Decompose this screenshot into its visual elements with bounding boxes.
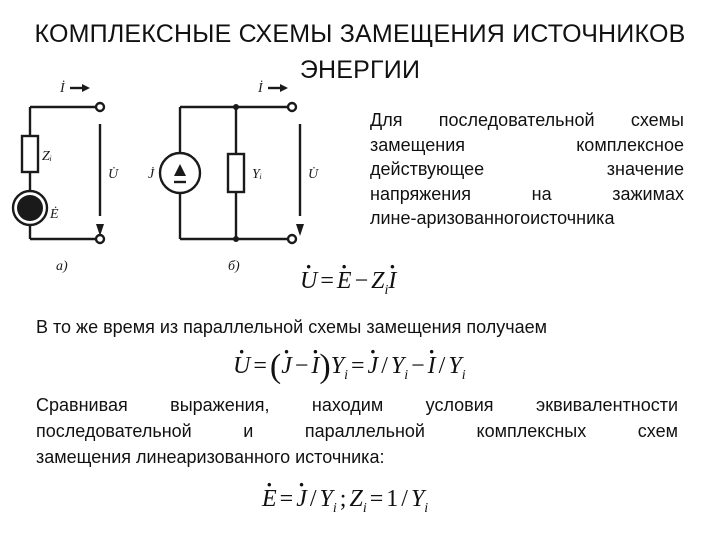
current-label-a: İ bbox=[60, 81, 65, 96]
paragraph-line: действующее значение bbox=[370, 159, 684, 179]
emf-label: Ė bbox=[50, 207, 59, 222]
paragraph-line: последовательной и параллельной комплексных схем bbox=[36, 421, 678, 441]
caption-b: б) bbox=[228, 259, 240, 274]
equivalent-circuits-figure bbox=[0, 76, 360, 276]
paragraph-line: напряжения на зажимах bbox=[370, 183, 684, 204]
admittance-label: Yᵢ bbox=[252, 167, 263, 182]
voltage-label-a: U̇ bbox=[108, 167, 119, 182]
voltage-label-b: U̇ bbox=[308, 167, 319, 182]
caption-a: а) bbox=[56, 259, 68, 274]
paragraph-line: Для последовательной схемы bbox=[370, 110, 684, 130]
series-voltage-formula: · $U =\cdot E - Z_i\cdot I$ bbox=[300, 268, 396, 299]
paragraph-line: Сравнивая выражения, находим условия эквивалентности bbox=[36, 395, 678, 415]
paragraph-line: замещения комплексное bbox=[370, 134, 684, 155]
current-label-b: İ bbox=[258, 81, 263, 96]
impedance-label: Zᵢ bbox=[42, 149, 53, 164]
series-circuit-paragraph bbox=[370, 108, 684, 231]
parallel-voltage-formula: · U =(· $J -\cdot I)Y_i =\cdot J / Y_i -\cdot I / Y_i$ bbox=[233, 348, 466, 386]
equivalence-paragraph bbox=[36, 392, 678, 470]
source-current-label: J̇ bbox=[148, 167, 155, 182]
paragraph-line: замещения линеаризованного источника: bbox=[36, 447, 385, 467]
paragraph-line: лине-аризованногоисточника bbox=[370, 208, 615, 228]
parallel-sentence: В то же время из параллельной схемы замещения получаем bbox=[36, 317, 547, 337]
equivalence-formula: · $E =\cdot J / Y_i$ ; $Z_i = 1 / Y_i$ bbox=[262, 486, 428, 517]
page-title: КОМПЛЕКСНЫЕ СХЕМЫ ЗАМЕЩЕНИЯ ИСТОЧНИКОВ ЭНЕРГИИ bbox=[34, 20, 686, 84]
